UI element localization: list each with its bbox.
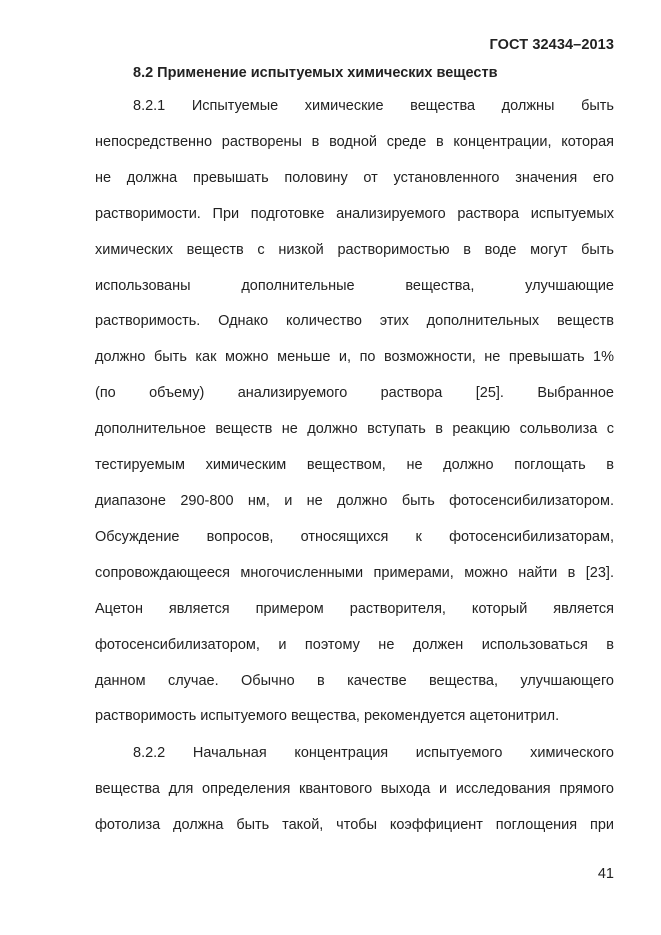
text-line: 8.2.2 Начальная концентрация испытуемого химического xyxy=(133,745,614,761)
text-line: дополнительное веществ не должно вступать в реакцию сольволиза с xyxy=(95,421,614,438)
text-line: использованы дополнительные вещества, улучшающие xyxy=(95,277,614,294)
text-line: растворимость. Однако количество этих дополнительных веществ xyxy=(95,313,614,330)
section-title: 8.2 Применение испытуемых химических веществ xyxy=(133,65,498,81)
text-line: непосредственно растворены в водной среде в концентрации, которая xyxy=(95,133,614,150)
text-line: Ацетон является примером растворителя, который является xyxy=(95,600,614,617)
text-line: не должна превышать половину от установленного значения его xyxy=(95,169,614,186)
text-line: (по объему) анализируемого раствора [25]. Выбранное xyxy=(95,385,614,402)
text-line: сопровождающееся многочисленными примерами, можно найти в [23]. xyxy=(95,564,614,581)
page-number: 41 xyxy=(597,866,614,882)
text-line: данном случае. Обычно в качестве вещества, улучшающего xyxy=(95,672,614,689)
text-line: Обсуждение вопросов, относящихся к фотосенсибилизаторам, xyxy=(95,528,614,545)
text-line: фотосенсибилизатором, и поэтому не должен использоваться в xyxy=(95,636,614,653)
text-line: вещества для определения квантового выхода и исследования прямого xyxy=(95,780,614,797)
text-line: тестируемым химическим веществом, не должно поглощать в xyxy=(95,457,614,474)
text-line: растворимости. При подготовке анализируемого раствора испытуемых xyxy=(95,205,614,222)
text-line: химических веществ с низкой растворимостью в воде могут быть xyxy=(95,241,614,258)
text-line: фотолиза должна быть такой, чтобы коэффициент поглощения при xyxy=(95,816,614,833)
text-line: должно быть как можно меньше и, по возможности, не превышать 1% xyxy=(95,349,614,366)
paragraph-8-2-1 xyxy=(95,89,614,735)
text-line: 8.2.1 Испытуемые химические вещества должны быть xyxy=(133,98,614,114)
paragraph-8-2-2 xyxy=(95,736,614,844)
text-line: диапазоне 290-800 нм, и не должно быть фотосенсибилизатором. xyxy=(95,492,614,509)
document-standard-number: ГОСТ 32434–2013 xyxy=(489,37,614,53)
text-line: растворимость испытуемого вещества, рекомендуется ацетонитрил. xyxy=(95,708,560,725)
